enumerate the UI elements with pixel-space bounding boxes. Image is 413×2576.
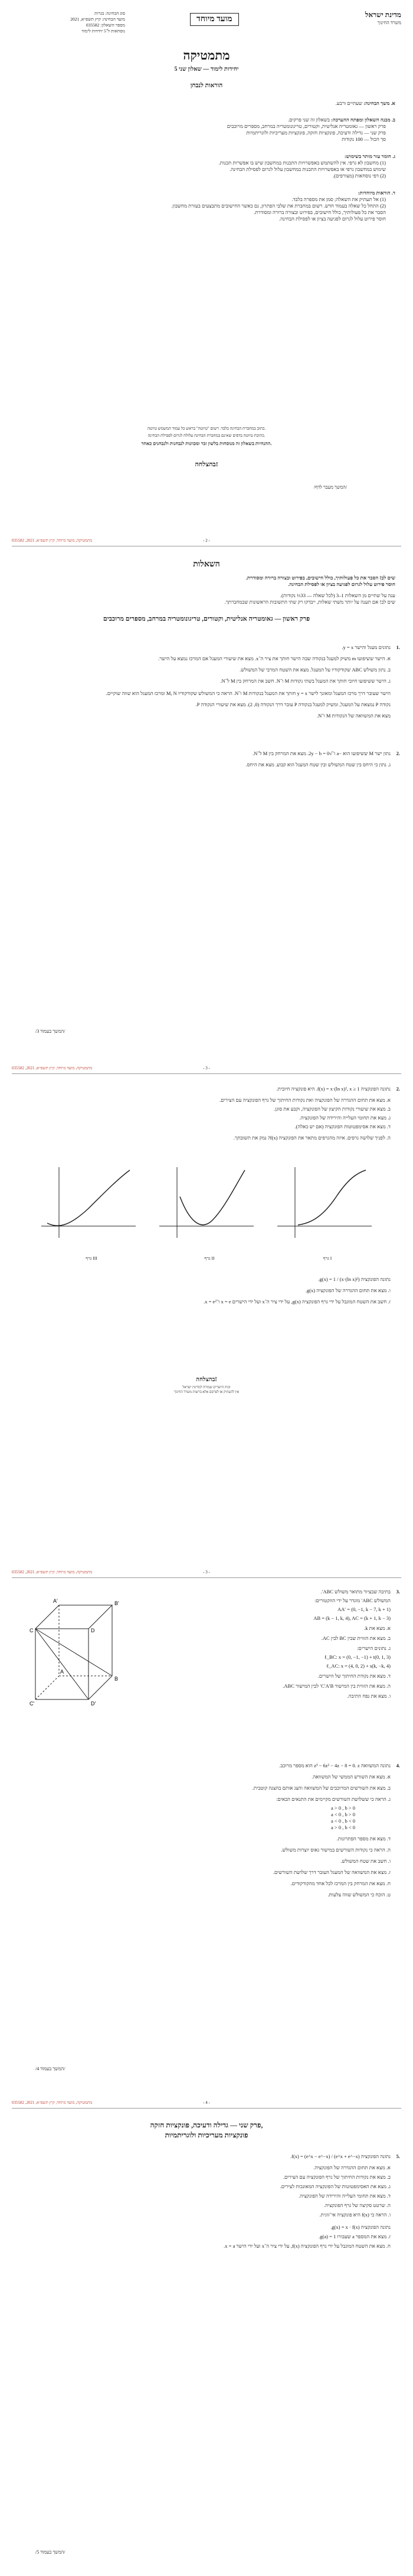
page-3-header-text: 035582 ,מתמטיקה, מועד מיוחד, קיץ תשפ״א, 2021 [12, 1066, 93, 1070]
page-3 [0, 1055, 413, 1556]
page-2 [0, 528, 413, 999]
label-a-prime: A' [53, 1598, 58, 1604]
q4-part-e: ה. הראה כי נקודות השורשים במישור גאוס יוצרות משולש. [281, 1847, 391, 1853]
page-subtitle: 5 יחידות לימוד — שאלון שני [174, 66, 239, 73]
copyright-2: אין להעתיק או לפרסם אלא ברשות משרד החינוך [173, 1391, 240, 1394]
graph-3 [41, 1167, 136, 1238]
question-3 [136, 1589, 391, 1699]
chapter-2-title-line1: פרק שני — גדילה ודעיכה, פונקציות חזקה, [150, 2121, 263, 2129]
q2-monotone: ג. מצא את תחומי העלייה והירידה של הפונקציה. [299, 1115, 391, 1121]
good-luck-2: בהצלחה! [196, 1376, 217, 1383]
instruction-d-row4: חוסר פירוט עלול לגרום לפגיעה בציון או לפסילת הבחינה. [279, 216, 386, 222]
page-4-number: - 3 - [203, 1570, 210, 1574]
instruction-c-label: ג. חומר עזר מותר בשימוש: [344, 153, 395, 159]
q4-case-4: a > 0 , b < 0 [331, 1824, 355, 1830]
page-5-footer: /המשך בעמוד 5/ [35, 2549, 65, 2555]
q4-part-h: ח. מצא את המרחק בין המרכז לכל אחד מהקודקודים. [290, 1880, 391, 1886]
q5-part-f: ו. הראה כי f(x) היא פונקציה אי־זוגית. [319, 2212, 391, 2218]
questions-note [24, 575, 395, 605]
question-4-number: 4. [396, 1763, 400, 1768]
page-4-header-text: 035582 ,מתמטיקה, מועד מיוחד, קיץ תשפ״א, 2021 [12, 1570, 93, 1574]
page-2-footer: /המשך בעמוד 3/ [35, 1029, 65, 1034]
instruction-b-row1: פרק ראשון — גאומטריה אנליטית, וקטורים, טריגונומטריה במרחב, מספרים מרוכבים [227, 123, 386, 129]
q4-part-c: ג. הראה כי ששלושת השורשים מקיימים את התנאים הבאים: [276, 1796, 391, 1802]
q3-part-b: ב. מצא את הזווית שבין BC לבין AC. [321, 1635, 391, 1641]
question-1 [24, 644, 391, 719]
q2-asymptotes: ד. מצא את אסימפטוטות הפונקציה (אם יש כאלה). [294, 1124, 391, 1129]
page-5-header-text: 035582 ,מתמטיקה, מועד מיוחד, קיץ תשפ״א, 2021 [12, 2100, 93, 2105]
draft-note-1: כתוב במחברת הבחינה בלבד. רשום "טיוטה" בראש כל עמוד המשמש טיוטה. [147, 426, 266, 431]
box-diagram [18, 1587, 130, 1717]
q2-part-a: ג. נתון כי היחס בין שטח המשולש ובין שטח המעגל הוא קבוע. מצא את היחס. [245, 762, 391, 767]
q2-g-domain: ו. מצא את תחום ההגדרה של הפונקציה g(x). [305, 1287, 391, 1293]
question-1-number: 1. [396, 644, 400, 650]
instructions-title: הוראות לנבחן [190, 83, 223, 89]
graph-label-1: גרף I [323, 1256, 332, 1261]
chapter-2-title-line2: פונקציות מעריכיות ולוגריתמיות [165, 2131, 248, 2139]
chapter-1-title: פרק ראשון — גאומטריה אנליטית, וקטורים, טריגונומטריה במרחב, מספרים מרוכבים [103, 615, 310, 622]
instruction-c-row1: (1) מחשבון לא גרפי. אין להשתמש באפשרויות התכנות במחשבון שיש בו אפשרות תכנות. [218, 160, 386, 166]
page-3-header-rule [12, 1073, 401, 1074]
q4-part-i: ט. הוכח כי המשולש שווה צלעות. [327, 1892, 391, 1898]
q2-area: ז. חשב את השטח המוגבל על ידי גרף הפונקציה g(x), על ידי ציר ה־x ועל ידי הישרים x = e ו־x = e². [204, 1299, 391, 1305]
q1-part-a: א. הישר ששיפועו m משיק למעגל בנקודה שבה הישר חותך את ציר ה־x. מצא את שיעורי המעגל אם המרכז נמצא על הישר. [158, 655, 391, 661]
questions-note-2: חוסר פירוט עלול לגרום לפגיעה בציון או לפסילת הבחינה. [288, 581, 395, 587]
instruction-c [24, 153, 395, 179]
q4-case-2: a < 0 , b > 0 [331, 1811, 355, 1817]
q2-which-graph: ה. לפניך שלושה גרפים. איזה מהגרפים מתאר את הפונקציה f(x)? נמק את תשובתך. [233, 1135, 391, 1141]
page-3-header [12, 1065, 401, 1072]
question-3-number: 3. [396, 1589, 400, 1595]
label-b-prime: B' [114, 1600, 119, 1606]
instruction-b-row2: פרק שני — גדילה ודעיכה, פונקציות חזקה, פונקציות מעריכיות ולוגריתמיות [246, 130, 386, 136]
chapter-2-title [0, 2120, 413, 2140]
page-5-number: - 4 - [203, 2100, 210, 2105]
graph-1 [277, 1167, 372, 1238]
q4-cases [24, 1805, 391, 1831]
q1-part-b: ב. נתון משולש ABC שקודקודיו על המעגל. מצא את השטח המרבי של המשולש. [240, 667, 391, 673]
q4-part-g: ז. מצא את המשוואה של המעגל העובר דרך שלושת השורשים. [273, 1869, 391, 1875]
q3-part-e: ה. מצא את הזווית בין המישור C′A′B′ לבין המישור ABC. [283, 1683, 391, 1689]
good-luck-1: בהצלחה! [195, 461, 218, 468]
meta-session: מועד הבחינה: קיץ תשפ״א, 2021 [70, 17, 125, 22]
copyright-1: זכות היוצרים שמורה למדינת ישראל [182, 1386, 231, 1389]
q4-part-f: ו. חשב את שטח המשולש. [340, 1858, 391, 1864]
instruction-c-row3: (2) דפי נוסחאות (מצורפים). [333, 173, 386, 179]
q1-part-c: ג. הישר ששיפועו חיובי חותך את המעגל בשתי נקודות M ו־N. חשב את המרחק בין M ל־N. [220, 678, 391, 684]
label-d: D [91, 1628, 95, 1633]
instruction-d-label: ד. הוראות מיוחדות: [358, 190, 395, 196]
page-2-header-text: 035582 ,מתמטיקה, מועד מיוחד, קיץ תשפ״א, 2021 [12, 538, 93, 543]
q4-case-1: a > 0 , b > 0 [331, 1805, 355, 1811]
q4-part-d: ד. מצא את מספר הפתרונות. [336, 1836, 391, 1842]
page-title: מתמטיקה [183, 48, 230, 62]
meta-number: מספר השאלון: 035582 [86, 22, 125, 28]
q3-part-a: א. מצא את k. [364, 1625, 391, 1631]
page-4 [0, 1559, 413, 2090]
instruction-d-row3: הסבר את כל פעולותיך, כולל חישובים, בפירוט ובצורה ברורה ומסודרת. [254, 209, 386, 215]
q3-part-d: ד. מצא את נקודת החיתוך של הישרים. [317, 1673, 391, 1679]
instruction-c-row2: שימוש במחשבון גרפי או באפשרויות התכנות במחשבון עלול לגרום לפסילת הבחינה. [230, 166, 386, 172]
question-4 [24, 1763, 391, 1898]
instruction-b-text: בשאלון זה שני פרקים. [287, 117, 330, 123]
special-exam-logo: מועד מיוחד [190, 13, 239, 26]
q4-intro: נתונה המשוואה z³ − 6z² − 4z − 8 = 0. z הוא מספר מרוכב. [279, 1763, 391, 1768]
graph-label-2: גרף II [204, 1256, 215, 1261]
page-2-number: - 2 - [203, 538, 210, 543]
page-4-header-rule [12, 1577, 401, 1578]
q2-g-function: נתונה הפונקציה g(x) = 1 / (x·(ln x)²). [318, 1276, 391, 1282]
q2-function: נתונה הפונקציה f(x) = x·(ln x)², x ≥ 1. היא פונקציה חיובית. [276, 1086, 391, 1092]
instruction-b-total: סך הכול — 100 נקודות [342, 136, 386, 142]
page-1-footer: /המשך מעבר לדף/ [313, 485, 348, 490]
graph-label-3: גרף III [86, 1256, 97, 1261]
draft-note-2: כתיבת טיוטה בדפים שאינם במחברת הבחינה עלולה לגרום לפסילת הבחינה. [148, 433, 266, 438]
question-2-number: 2. [396, 750, 400, 756]
instruction-d-row1: (1) אל תעתיק את השאלה; סמן את מספרה בלבד. [291, 196, 386, 202]
q2-domain: א. מצא את תחום ההגדרה של הפונקציה ואת נקודות החיתוך של גרף הפונקציה עם הצירים. [219, 1097, 391, 1103]
label-a: A [60, 1669, 64, 1675]
q5-part-e: ה. שרטט סקיצה של גרף הפונקציה. [324, 2202, 391, 2208]
q5-part-b: ב. מצא את נקודות החיתוך של גרף הפונקציה עם הצירים. [283, 2174, 391, 2180]
question-2-part-g [24, 1276, 391, 1305]
instruction-b-label: ב. מבנה השאלון ומפתח ההערכה: [331, 117, 395, 123]
instruction-d [24, 190, 395, 222]
q3-line-bc: ℓ_BC: x = (0, −1, −1) + t(0, 1, 3) [324, 1654, 391, 1660]
q1-part-e: נקודה P נמצאת על המעגל, ומשיק למעגל בנקודה P עובר דרך הנקודה (0, 2). מצא את שיעורי הנקודה P. [195, 701, 391, 707]
q1-intro: נתונים מעגל והישר y = x. [342, 644, 391, 650]
state-name: מדינת ישראל [365, 11, 401, 19]
instruction-a-text: שעתיים ורבע. [335, 100, 363, 106]
q2-extrema: ב. מצא את שיעורי נקודות הקיצון של הפונקציה, וקבע את סוגן. [274, 1106, 391, 1112]
page-5-header-rule [12, 2108, 401, 2109]
ministry-name: משרד החינוך [377, 20, 401, 25]
q5-part-c: ג. מצא את האסימפטוטות של הפונקציה המאונכות לצירים. [280, 2183, 391, 2189]
meta-formulas: נוסחאות ל־5 יחידות לימוד [81, 28, 125, 34]
page-4-header [12, 1569, 401, 1576]
exam-meta [19, 11, 125, 34]
q5-intro: נתונה הפונקציה f(x) = (e^x − e^−x) / (e^x + e^−x). [290, 2153, 391, 2159]
questions-note-1: שים לב! הסבר את כל פעולותיך, כולל חישובים, בפירוט ובצורה ברורה ומסודרת. [245, 575, 395, 581]
question-2b-number: 2. [396, 1086, 400, 1092]
function-graphs [35, 1161, 378, 1250]
question-5 [24, 2153, 391, 2249]
question-5-number: 5. [396, 2153, 400, 2159]
q3-part-c: ג. נתונים הישרים: [357, 1645, 391, 1651]
q3-intro: בתיבה שבציור מתואר משולש ABC′. [320, 1589, 391, 1595]
page-2-header [12, 537, 401, 544]
q3-part-f: ו. מצא את נפח התיבה. [347, 1693, 391, 1699]
instruction-a [24, 100, 395, 107]
page-4-footer: /המשך בעמוד 4/ [35, 2066, 65, 2071]
gender-note: ההנחיות בשאלון זה מנוסחות בלשון זכר ומכוונות לנבחנות ולנבחנים כאחד. [141, 441, 272, 446]
q5-part-a: א. מצא את תחום ההגדרה של הפונקציה. [313, 2165, 391, 2170]
label-c-prime: C' [30, 1701, 35, 1707]
graph-2 [159, 1167, 254, 1238]
page-3-number: - 3 - [203, 1066, 210, 1070]
q3-vector-ab-ac: AB = (k − 1, k, 4), AC = (k + 1, k − 3) [313, 1615, 391, 1621]
q5-part-d: ד. מצא את תחומי העלייה והירידה של הפונקציה. [299, 2193, 391, 2199]
q3-line-ac: ℓ_AC: x = (4, 0, 2) + s(k, −k, 4) [326, 1663, 391, 1669]
q4-part-a: א. מצא את השורש הממשי של המשוואה. [312, 1774, 391, 1780]
page-5 [0, 2090, 413, 2576]
meta-type: סוג הבחינה: בגרות [94, 11, 125, 16]
instruction-a-label: א. משך הבחינה: [363, 100, 395, 106]
page-5-header [12, 2099, 401, 2106]
questions-note-3: ענה על שתיים מן השאלות 1–3 (לכל שאלה — 33⅓ נקודות). [280, 592, 395, 598]
q5-part-g: ז. מצא את המספר a שעבורו g(a) = 1. [319, 2234, 391, 2239]
questions-note-4: שים לב! אם תענה על יותר משתי שאלות, ייבדקו רק שתי התשובות הראשונות שבמחברתך. [224, 599, 395, 605]
label-b: B [114, 1676, 119, 1682]
question-2-continued [24, 1086, 391, 1141]
label-c: C [30, 1628, 34, 1633]
question-2 [24, 750, 391, 768]
instruction-d-row2: (2) התחל כל שאלה בעמוד חדש. רשום במחברת את שלבי הפתרון, גם כאשר החישובים מתבצעים בעזרת מחשבון. [171, 203, 386, 209]
q5-part-h: ח. מצא את השטח המוגבל על ידי גרף הפונקציה f(x), על ידי ציר ה־x ועל ידי הישר x = a. [224, 2243, 391, 2249]
q4-part-b: ב. מצא את השורשים המרוכבים של המשוואה והצג אותם בהצגה קוטבית. [252, 1785, 391, 1791]
q1-part-d: הישר שעובר דרך מרכז המעגל ומאונך לישר y = x חותך את המעגל בנקודות M ו־N. הראה כי המשולש שקודקודיו M, N ומרכז המעגל הוא שווה שוקיים. [106, 690, 391, 696]
questions-title: השאלות [193, 560, 220, 569]
q5-g-function: נתונה הפונקציה g(x) = x · f(x). [330, 2224, 391, 2230]
q4-case-3: a < 0 , b < 0 [331, 1818, 355, 1824]
q2-intro: נתון ישר M ששיפועו הוא −a ו־√2y − b = 0. מצא את המרחק בין M ל־N. [253, 750, 391, 756]
q3-vectors: המשולש ABC′ מוגדר על ידי הווקטורים: [314, 1597, 391, 1603]
instruction-b [24, 117, 395, 143]
page-1 [0, 0, 413, 454]
q1-part-f: מצא את המשוואה של הנקודות M ו־N. [317, 713, 391, 719]
q3-vector-aa: AA′ = (0, −1, k − 7, k + 1) [337, 1606, 391, 1612]
label-d-prime: D' [91, 1701, 96, 1707]
